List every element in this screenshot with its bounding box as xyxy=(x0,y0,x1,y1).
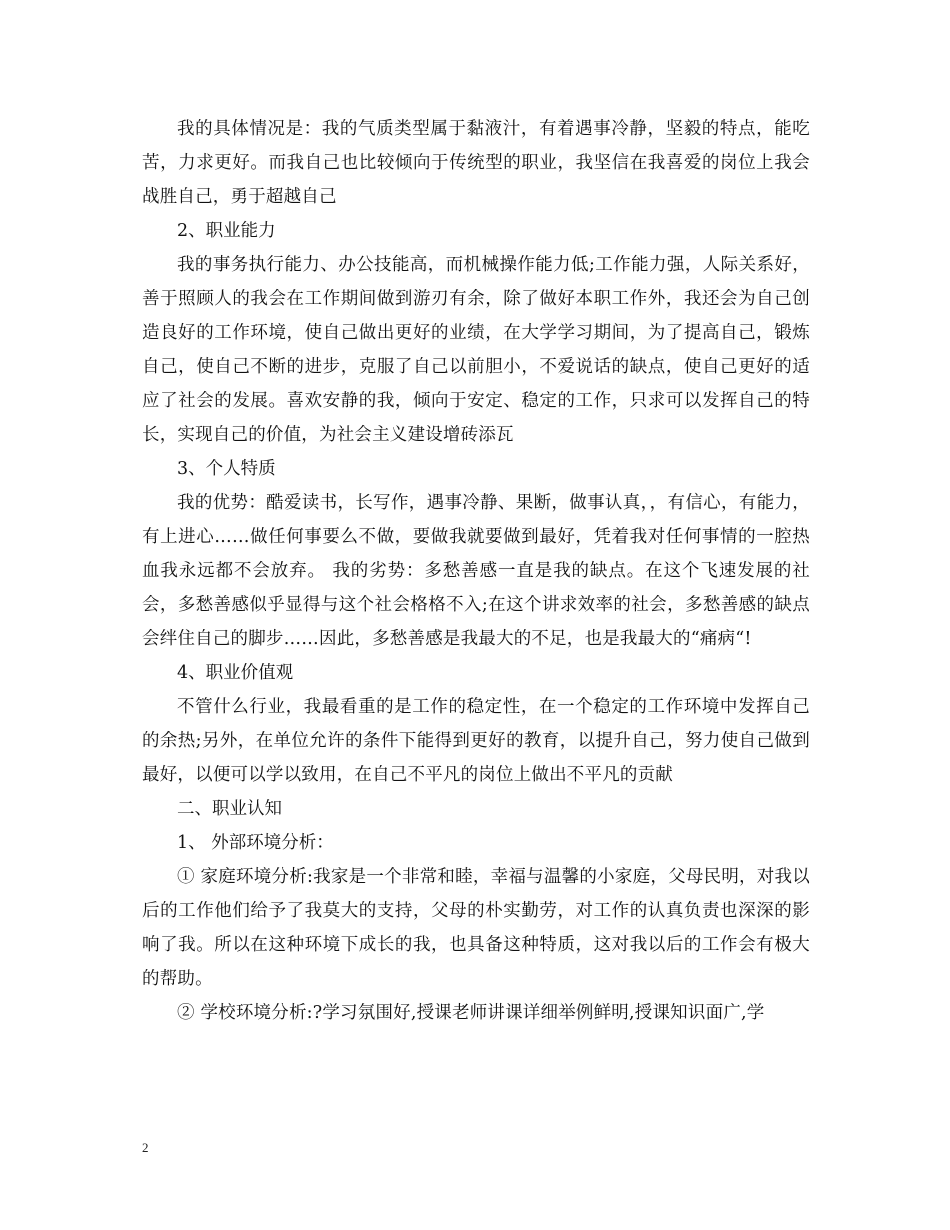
temperament-paragraph: 我的具体情况是：我的气质类型属于黏液汁，有着遇事冷静，坚毅的特点，能吃苦，力求更好。而我自己也比较倾向于传统型的职业，我坚信在我喜爱的岗位上我会战胜自己，勇于超越自己 xyxy=(142,119,810,207)
heading-career-ability: 2、职业能力 xyxy=(177,221,276,241)
heading-external-environment: 1、 外部环境分析： xyxy=(177,833,334,853)
traits-paragraph: 我的优势：酷爱读书，长写作，遇事冷静、果断，做事认真，，有信心，有能力，有上进心……做任何事要么不做，要做我就要做到最好，凭着我对任何事情的一腔热血我永远都不会放弃。 我的劣势：多愁善感一直是我的缺点。在这个飞速发展的社会，多愁善感似乎显得与这个社会格格不入;在这个讲求效率的社会，多愁善感的缺点会绊住自己的脚步……因此，多愁善感是我最大的不足，也是我最大的“痛病“! xyxy=(142,493,810,649)
school-environment-paragraph: ② 学校环境分析:?学习氛围好,授课老师讲课详细举例鲜明,授课知识面广,学 xyxy=(177,1003,765,1023)
heading-career-values: 4、职业价值观 xyxy=(177,663,294,683)
heading-career-cognition: 二、职业认知 xyxy=(177,799,282,819)
document-page xyxy=(142,112,810,1030)
heading-personal-traits: 3、个人特质 xyxy=(177,459,276,479)
ability-paragraph: 我的事务执行能力、办公技能高，而机械操作能力低;工作能力强，人际关系好，善于照顾人的我会在工作期间做到游刃有余，除了做好本职工作外，我还会为自己创造良好的工作环境，使自己做出更好的业绩，在大学学习期间，为了提高自己，锻炼自己，使自己不断的进步，克服了自己以前胆小，不爱说话的缺点，使自己更好的适应了社会的发展。喜欢安静的我，倾向于安定、稳定的工作，只求可以发挥自己的特长，实现自己的价值，为社会主义建设增砖添瓦 xyxy=(142,255,810,445)
family-environment-paragraph: ① 家庭环境分析:我家是一个非常和睦，幸福与温馨的小家庭，父母民明，对我以后的工作他们给予了我莫大的支持，父母的朴实勤劳，对工作的认真负责也深深的影响了我。所以在这种环境下成长的我，也具备这种特质，这对我以后的工作会有极大的帮助。 xyxy=(142,867,810,989)
page-number: 2 xyxy=(142,1140,149,1155)
values-paragraph: 不管什么行业，我最看重的是工作的稳定性，在一个稳定的工作环境中发挥自己的余热;另外，在单位允许的条件下能得到更好的教育，以提升自己，努力使自己做到最好，以便可以学以致用，在自己不平凡的岗位上做出不平凡的贡献 xyxy=(142,697,810,785)
